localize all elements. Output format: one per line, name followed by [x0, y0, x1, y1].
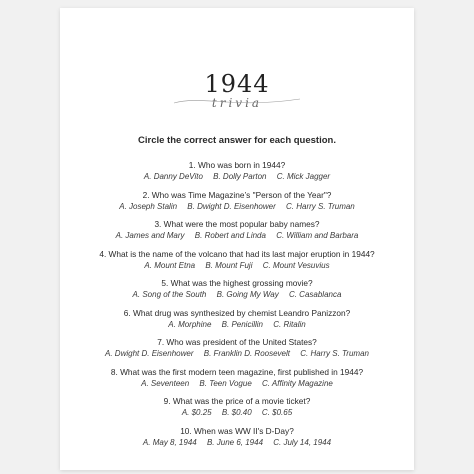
question-text: 3. What were the most popular baby names?	[154, 219, 320, 229]
answer-option[interactable]: C. Harry S. Truman	[286, 201, 355, 211]
question-options	[60, 437, 414, 448]
answer-option[interactable]: A. May 8, 1944	[142, 437, 197, 447]
answer-option[interactable]: B. Teen Vogue	[199, 378, 252, 388]
question-options	[60, 171, 414, 182]
instructions: Circle the correct answer for each question.	[138, 135, 336, 146]
question-item	[60, 190, 414, 220]
answer-option[interactable]: B. Dolly Parton	[213, 172, 267, 181]
question-item	[60, 278, 414, 308]
question-options	[60, 378, 414, 389]
title-year: 1944	[204, 70, 270, 98]
question-item	[60, 219, 414, 249]
question-options	[60, 260, 414, 271]
question-text: 6. What drug was synthesized by chemist Leandro Panizzon?	[123, 307, 351, 318]
answer-option[interactable]: B. Mount Fuji	[205, 260, 253, 270]
question-item	[60, 396, 414, 426]
answer-option[interactable]: C. July 14, 1944	[273, 437, 332, 447]
question-item	[60, 249, 414, 279]
answer-option[interactable]: B. Going My Way	[216, 290, 279, 299]
question-list	[60, 160, 414, 455]
answer-option[interactable]: A. Danny DeVito	[143, 172, 203, 181]
trivia-card	[60, 8, 414, 470]
answer-option[interactable]: C. $0.65	[261, 408, 293, 417]
answer-option[interactable]: A. Mount Etna	[144, 260, 196, 270]
answer-option[interactable]: C. Ritalin	[273, 319, 306, 329]
answer-option[interactable]: A. Joseph Stalin	[119, 201, 178, 211]
answer-option[interactable]: C. William and Barbara	[276, 231, 359, 240]
answer-option[interactable]: C. Mount Vesuvius	[262, 260, 330, 270]
question-text: 7. Who was president of the United States?	[157, 337, 317, 347]
question-item	[60, 160, 414, 190]
answer-option[interactable]: B. Penicillin	[221, 319, 264, 329]
question-options	[60, 319, 414, 330]
answer-option[interactable]: A. Dwight D. Eisenhower	[105, 349, 194, 358]
answer-option[interactable]: B. Franklin D. Roosevelt	[203, 349, 290, 358]
question-options	[60, 289, 414, 300]
answer-option[interactable]: A. James and Mary	[115, 231, 185, 240]
question-text: 8. What was the first modern teen magazine, first published in 1944?	[110, 366, 364, 377]
flourish-icon	[172, 91, 302, 111]
question-text: 1. Who was born in 1944?	[188, 160, 286, 170]
answer-option[interactable]: A. $0.25	[181, 408, 212, 417]
answer-option[interactable]: C. Mick Jagger	[276, 172, 331, 181]
question-item	[60, 337, 414, 367]
question-text: 10. When was WW II's D-Day?	[180, 425, 294, 436]
answer-option[interactable]: B. June 6, 1944	[206, 437, 264, 447]
question-item	[60, 367, 414, 397]
question-options	[60, 348, 414, 359]
answer-option[interactable]: C. Casablanca	[288, 290, 342, 299]
answer-option[interactable]: B. Dwight D. Eisenhower	[187, 201, 276, 211]
answer-option[interactable]: C. Affinity Magazine	[262, 378, 333, 388]
answer-option[interactable]: A. Morphine	[168, 319, 212, 329]
question-options	[60, 407, 414, 418]
question-text: 5. What was the highest grossing movie?	[161, 278, 313, 288]
answer-option[interactable]: B. $0.40	[221, 408, 252, 417]
answer-option[interactable]: B. Robert and Linda	[194, 231, 266, 240]
question-text: 4. What is the name of the volcano that had its last major eruption in 1944?	[99, 248, 375, 259]
question-text: 9. What was the price of a movie ticket?	[163, 396, 311, 406]
subtitle-text: trivia	[211, 96, 263, 110]
question-item	[60, 308, 414, 338]
question-text: 2. Who was Time Magazine’s "Person of the Year"?	[142, 189, 332, 200]
title-subtitle	[60, 96, 414, 110]
answer-option[interactable]: C. Harry S. Truman	[300, 349, 369, 358]
answer-option[interactable]: A. Seventeen	[141, 378, 190, 388]
question-options	[60, 201, 414, 212]
question-item	[60, 426, 414, 456]
question-options	[60, 230, 414, 241]
answer-option[interactable]: A. Song of the South	[132, 290, 207, 299]
